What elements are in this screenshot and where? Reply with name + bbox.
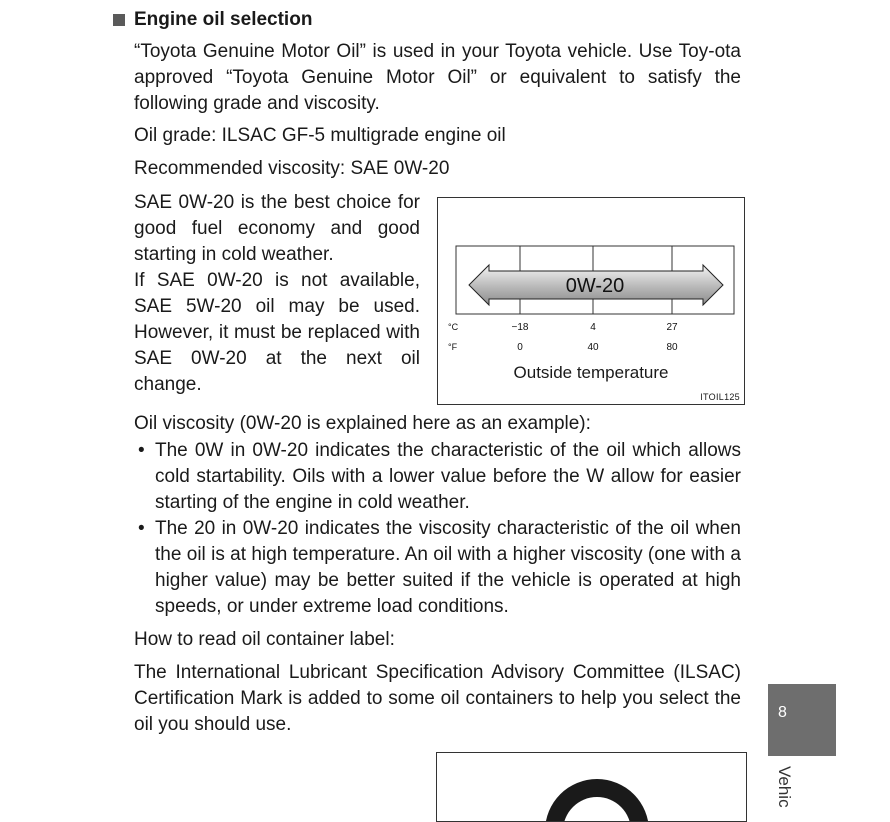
seal-text: PETROLEU bbox=[554, 756, 640, 788]
bullet-dot: • bbox=[138, 440, 145, 461]
ilsac-paragraph: The International Lubricant Specification Advisory Committee (ILSAC) Certification Mark is added to some oil containers to help you select the oil you should use. bbox=[134, 662, 741, 735]
ilsac-seal bbox=[437, 753, 746, 822]
heading-text: Engine oil selection bbox=[134, 9, 313, 30]
ilsac-mark-figure bbox=[436, 752, 747, 822]
bullet-text-1: The 0W in 0W-20 indicates the characteristic of the oil which allows cold startability. Oils with a lower value before the W allow for easier starting of the engine in cold weather. bbox=[155, 440, 741, 513]
tick-f-2: 40 bbox=[587, 342, 599, 353]
celsius-unit: °C bbox=[448, 322, 459, 332]
tick-c-2: 4 bbox=[590, 322, 596, 333]
viscosity-intro: Oil viscosity (0W-20 is explained here as an example): bbox=[134, 413, 591, 434]
side-paragraph-2: If SAE 0W-20 is not available, SAE 5W-20 oil may be used. However, it must be replaced with SAE 0W-20 at the next oil change. bbox=[134, 270, 420, 395]
tick-f-1: 0 bbox=[517, 342, 523, 353]
section-heading bbox=[113, 9, 312, 31]
seal-starburst-icon bbox=[545, 779, 649, 822]
recommended-viscosity-line: Recommended viscosity: SAE 0W-20 bbox=[134, 158, 450, 179]
list-item bbox=[134, 438, 741, 516]
bullet-dot: • bbox=[138, 518, 145, 539]
heading-square-icon bbox=[113, 14, 125, 26]
arrow-label: 0W-20 bbox=[565, 275, 625, 297]
figure-code: ITOIL125 bbox=[700, 392, 740, 402]
figure-caption: Outside temperature bbox=[513, 363, 669, 382]
label-heading: How to read oil container label: bbox=[134, 629, 395, 650]
chapter-tab-vertical-label: Vehic bbox=[775, 766, 794, 808]
fahrenheit-unit: °F bbox=[448, 342, 458, 352]
tick-f-3: 80 bbox=[666, 342, 678, 353]
tick-c-1: −18 bbox=[511, 322, 529, 333]
side-text bbox=[134, 190, 420, 398]
tick-c-3: 27 bbox=[666, 322, 678, 333]
chapter-tab[interactable] bbox=[768, 684, 836, 756]
oil-grade-line: Oil grade: ILSAC GF-5 multigrade engine oil bbox=[134, 125, 506, 146]
viscosity-bullet-list bbox=[134, 438, 741, 620]
intro-paragraph: “Toyota Genuine Motor Oil” is used in your Toyota vehicle. Use Toy-ota approved “Toyota Genuine Motor Oil” or equivalent to satisfy the following grade and viscosity. bbox=[134, 41, 741, 114]
viscosity-temperature-figure bbox=[437, 197, 745, 405]
chapter-number: 8 bbox=[778, 704, 787, 721]
side-paragraph-1: SAE 0W-20 is the best choice for good fuel economy and good starting in cold weather. bbox=[134, 192, 420, 265]
bullet-text-2: The 20 in 0W-20 indicates the viscosity characteristic of the oil when the oil is at high temperature. An oil with a higher viscosity (one with a higher value) may be better suited if the vehicle is operated at high speeds, or under extreme load conditions. bbox=[155, 518, 741, 617]
list-item bbox=[134, 516, 741, 620]
